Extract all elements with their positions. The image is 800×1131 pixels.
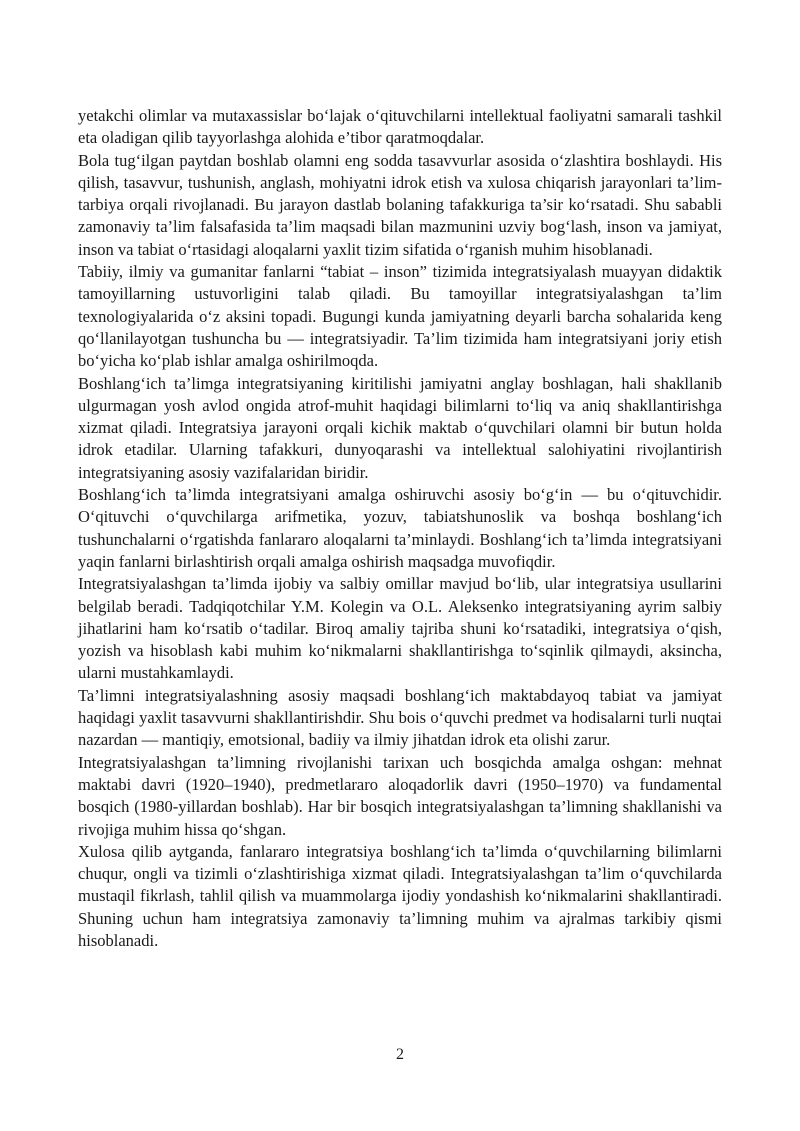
paragraph: Tabiiy, ilmiy va gumanitar fanlarni “tabiat – inson” tizimida integratsiyalash muayyan didaktik tamoyillarning ustuvorligini talab qiladi. Bu tamoyillar integratsiyalashgan ta’lim texnologiyalarida o‘z aksini topadi. Bugungi kunda jamiyatning deyarli barcha sohalarida keng qo‘llanilayotgan tushuncha bu — integratsiyadir. Ta’lim tizimida ham integratsiyani joriy etish bo‘yicha ko‘plab ishlar amalga oshirilmoqda. [78,262,722,371]
body-text [78,105,722,952]
paragraph: Bola tug‘ilgan paytdan boshlab olamni eng sodda tasavvurlar asosida o‘zlashtira boshlaydi. His qilish, tasavvur, tushunish, anglash, mohiyatni idrok etish va xulosa chiqarish jarayonlari ta’lim-tarbiya orqali rivojlanadi. Bu jarayon dastlab bolaning tafakkuriga ta’sir ko‘rsatadi. Shu sababli zamonaviy ta’lim falsafasida ta’lim maqsadi bilan mazmunini uzviy bog‘lash, inson va jamiyat, inson va tabiat o‘rtasidagi aloqalarni yaxlit tizim sifatida o‘rganish muhim hisoblanadi. [78,150,722,259]
paragraph: yetakchi olimlar va mutaxassislar bo‘lajak o‘qituvchilarni intellektual faoliyatni samarali tashkil eta oladigan qilib tayyorlashga alohida e’tibor qaratmoqdalar. [78,106,722,148]
paragraph: Integratsiyalashgan ta’limda ijobiy va salbiy omillar mavjud bo‘lib, ular integratsiya usullarini belgilab beradi. Tadqiqotchilar Y.M. Kolegin va O.L. Aleksenko integratsiyaning ayrim salbiy jihatlarini ham ko‘rsatib o‘tadilar. Biroq amaliy tajriba shuni ko‘rsatadiki, integratsiya o‘qish, yozish va hisoblash kabi muhim ko‘nikmalarni shakllantirishga to‘sqinlik qilmaydi, aksincha, ularni mustahkamlaydi. [78,574,722,683]
page-number: 2 [396,1046,404,1063]
paragraph: Boshlang‘ich ta’limda integratsiyani amalga oshiruvchi asosiy bo‘g‘in — bu o‘qituvchidir. O‘qituvchi o‘quvchilarga arifmetika, yozuv, tabiatshunoslik va boshqa boshlang‘ich tushunchalarni o‘rgatishda fanlararo aloqalarni ta’minlaydi. Boshlang‘ich ta’limda integratsiyani yaqin fanlarni birlashtirish orqali amalga oshirish maqsadga muvofiqdir. [78,485,722,571]
paragraph: Xulosa qilib aytganda, fanlararo integratsiya boshlang‘ich ta’limda o‘quvchilarning bilimlarni chuqur, ongli va tizimli o‘zlashtirishiga xizmat qiladi. Integratsiyalashgan ta’lim o‘quvchilarda mustaqil fikrlash, tahlil qilish va muammolarga ijodiy yondashish ko‘nikmalarini shakllantiradi. Shuning uchun ham integratsiya zamonaviy ta’limning muhim va ajralmas tarkibiy qismi hisoblanadi. [78,841,722,950]
paragraph: Boshlang‘ich ta’limga integratsiyaning kiritilishi jamiyatni anglay boshlagan, hali shakllanib ulgurmagan yosh avlod ongida atrof-muhit haqidagi bilimlarni to‘liq va aniq shakllantirishga xizmat qiladi. Integratsiya jarayoni orqali kichik maktab o‘quvchilari olamni bir butun holda idrok etadilar. Ularning tafakkuri, dunyoqarashi va intellektual salohiyatini rivojlantirish integratsiyaning asosiy vazifalaridan biridir. [78,373,722,482]
paragraph: Ta’limni integratsiyalashning asosiy maqsadi boshlang‘ich maktabdayoq tabiat va jamiyat haqidagi yaxlit tasavvurni shakllantirishdir. Shu bois o‘quvchi predmet va hodisalarni turli nuqtai nazardan — mantiqiy, emotsional, badiiy va ilmiy jihatdan idrok eta olishi zarur. [78,685,722,750]
paragraph: Integratsiyalashgan ta’limning rivojlanishi tarixan uch bosqichda amalga oshgan: mehnat maktabi davri (1920–1940), predmetlararo aloqadorlik davri (1950–1970) va fundamental bosqich (1980-yillardan boshlab). Har bir bosqich integratsiyalashgan ta’limning shakllanishi va rivojiga muhim hissa qo‘shgan. [78,752,722,839]
